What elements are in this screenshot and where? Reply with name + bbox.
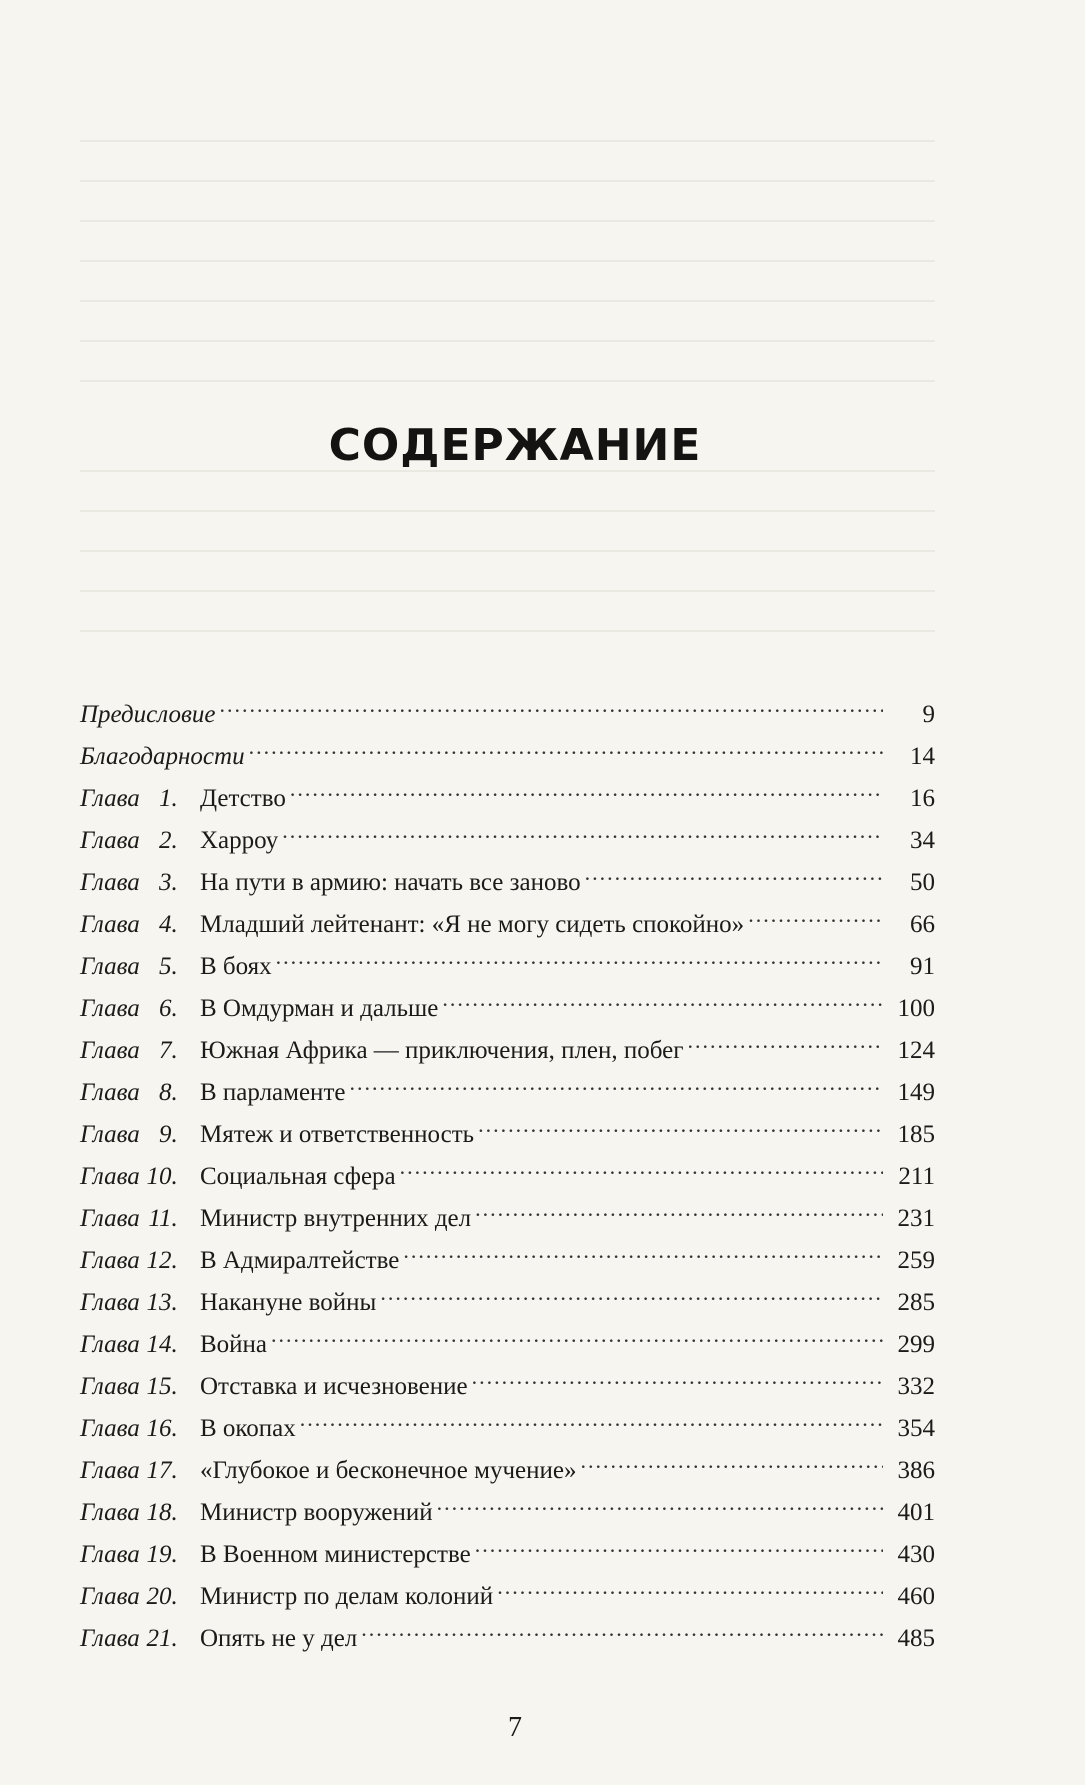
dot-leader	[400, 1142, 883, 1184]
chapter-prefix	[80, 1198, 200, 1240]
dot-leader	[748, 890, 883, 932]
dot-leader	[403, 1226, 883, 1268]
chapter-number: 8.	[159, 1079, 178, 1106]
chapter-prefix	[80, 778, 200, 820]
dot-leader	[442, 974, 883, 1016]
chapter-word: Глава	[80, 1541, 140, 1568]
dot-leader	[219, 680, 883, 722]
entry-title: Накануне войны	[200, 1289, 377, 1316]
chapter-number: 12.	[146, 1247, 178, 1274]
chapter-prefix	[80, 1072, 200, 1114]
chapter-number: 13.	[146, 1289, 178, 1316]
chapter-number: 3.	[159, 869, 178, 896]
chapter-word: Глава	[80, 1079, 140, 1106]
chapter-number: 21.	[146, 1625, 178, 1652]
entry-title: В боях	[200, 953, 272, 980]
dot-leader	[585, 848, 883, 890]
chapter-prefix	[80, 1240, 200, 1282]
entry-page-number: 386	[897, 1457, 935, 1484]
dot-leader	[290, 764, 883, 806]
entry-page-number: 401	[897, 1499, 935, 1526]
entry-page-number: 16	[910, 785, 935, 812]
entry-page-number: 14	[910, 743, 935, 770]
entry-title: В Военном министерстве	[200, 1541, 471, 1568]
chapter-prefix	[80, 1030, 200, 1072]
entry-page-number: 460	[897, 1583, 935, 1610]
dot-leader	[688, 1016, 883, 1058]
chapter-prefix	[80, 904, 200, 946]
entry-title: В Омдурман и дальше	[200, 995, 439, 1022]
entry-page-number: 149	[897, 1079, 935, 1106]
chapter-word: Глава	[80, 1499, 140, 1526]
chapter-number: 15.	[146, 1373, 178, 1400]
chapter-prefix	[80, 1366, 200, 1408]
chapter-prefix	[80, 1282, 200, 1324]
chapter-word: Глава	[80, 869, 140, 896]
chapter-word: Глава	[80, 911, 140, 938]
entry-title: Социальная сфера	[200, 1163, 396, 1190]
chapter-number: 14.	[146, 1331, 178, 1358]
chapter-number: 11.	[148, 1205, 178, 1232]
chapter-word: Глава	[80, 827, 140, 854]
chapter-number: 6.	[159, 995, 178, 1022]
chapter-prefix	[80, 1534, 200, 1576]
entry-page-number: 430	[897, 1541, 935, 1568]
entry-title: Опять не у дел	[200, 1625, 358, 1652]
entry-page-number: 91	[910, 953, 935, 980]
dot-leader	[300, 1394, 883, 1436]
front-matter-entry	[80, 680, 935, 728]
entry-page-number: 485	[897, 1625, 935, 1652]
chapter-number: 9.	[159, 1121, 178, 1148]
entry-title: Мятеж и ответственность	[200, 1121, 475, 1148]
chapter-prefix	[80, 1156, 200, 1198]
dot-leader	[478, 1100, 883, 1142]
chapter-prefix	[80, 1576, 200, 1618]
entry-title: «Глубокое и бесконечное мучение»	[200, 1457, 577, 1484]
entry-page-number: 299	[897, 1331, 935, 1358]
chapter-word: Глава	[80, 1331, 140, 1358]
dot-leader	[249, 722, 883, 764]
table-of-contents	[80, 680, 935, 1652]
entry-title: Война	[200, 1331, 268, 1358]
chapter-word: Глава	[80, 1625, 140, 1652]
chapter-number: 4.	[159, 911, 178, 938]
entry-page-number: 34	[910, 827, 935, 854]
entry-title: Министр по делам колоний	[200, 1583, 494, 1610]
chapter-word: Глава	[80, 995, 140, 1022]
dot-leader	[475, 1520, 883, 1562]
chapter-number: 16.	[146, 1415, 178, 1442]
chapter-word: Глава	[80, 1121, 140, 1148]
chapter-word: Глава	[80, 1205, 140, 1232]
dot-leader	[580, 1436, 883, 1478]
chapter-prefix	[80, 1408, 200, 1450]
chapter-prefix	[80, 1114, 200, 1156]
chapter-number: 20.	[146, 1583, 178, 1610]
entry-title: Детство	[200, 785, 286, 812]
entry-title: Младший лейтенант: «Я не могу сидеть спокойно»	[200, 911, 745, 938]
dot-leader	[349, 1058, 883, 1100]
entry-page-number: 211	[898, 1163, 935, 1190]
chapter-number: 1.	[159, 785, 178, 812]
entry-page-number: 66	[910, 911, 935, 938]
entry-title: На пути в армию: начать все заново	[200, 869, 581, 896]
chapter-number: 2.	[159, 827, 178, 854]
dot-leader	[472, 1352, 883, 1394]
chapter-word: Глава	[80, 1289, 140, 1316]
entry-title: Харроу	[200, 827, 279, 854]
entry-page-number: 231	[897, 1205, 935, 1232]
chapter-word: Глава	[80, 1583, 140, 1610]
dot-leader	[282, 806, 883, 848]
chapter-word: Глава	[80, 1415, 140, 1442]
entry-title: Министр вооружений	[200, 1499, 433, 1526]
chapter-word: Глава	[80, 1457, 140, 1484]
dot-leader	[380, 1268, 883, 1310]
entry-page-number: 259	[897, 1247, 935, 1274]
chapter-prefix	[80, 988, 200, 1030]
chapter-number: 17.	[146, 1457, 178, 1484]
chapter-prefix	[80, 820, 200, 862]
dot-leader	[475, 1184, 883, 1226]
chapter-word: Глава	[80, 1037, 140, 1064]
dot-leader	[437, 1478, 883, 1520]
chapter-prefix	[80, 946, 200, 988]
chapter-number: 10.	[146, 1163, 178, 1190]
entry-page-number: 185	[897, 1121, 935, 1148]
entry-title: Отставка и исчезновение	[200, 1373, 468, 1400]
entry-page-number: 50	[910, 869, 935, 896]
chapter-prefix	[80, 1450, 200, 1492]
dot-leader	[271, 1310, 883, 1352]
dot-leader	[497, 1562, 883, 1604]
entry-title: Предисловие	[80, 701, 216, 728]
entry-title: В окопах	[200, 1415, 296, 1442]
entry-page-number: 332	[897, 1373, 935, 1400]
chapter-number: 19.	[146, 1541, 178, 1568]
chapter-word: Глава	[80, 1247, 140, 1274]
chapter-word: Глава	[80, 1373, 140, 1400]
chapter-prefix	[80, 862, 200, 904]
chapter-word: Глава	[80, 785, 140, 812]
entry-title: Южная Африка — приключения, плен, побег	[200, 1037, 684, 1064]
chapter-number: 18.	[146, 1499, 178, 1526]
dot-leader	[361, 1604, 883, 1646]
chapter-word: Глава	[80, 953, 140, 980]
chapter-number: 5.	[159, 953, 178, 980]
chapter-word: Глава	[80, 1163, 140, 1190]
chapter-number: 7.	[159, 1037, 178, 1064]
page-title: СОДЕРЖАНИЕ	[328, 420, 702, 471]
entry-page-number: 9	[922, 701, 935, 728]
entry-title: Благодарности	[80, 743, 245, 770]
chapter-prefix	[80, 1618, 200, 1660]
entry-page-number: 100	[897, 995, 935, 1022]
entry-title: В парламенте	[200, 1079, 346, 1106]
entry-page-number: 124	[897, 1037, 935, 1064]
dot-leader	[276, 932, 883, 974]
chapter-prefix	[80, 1324, 200, 1366]
entry-title: Министр внутренних дел	[200, 1205, 472, 1232]
entry-page-number: 285	[897, 1289, 935, 1316]
entry-title: В Адмиралтействе	[200, 1247, 400, 1274]
entry-page-number: 354	[897, 1415, 935, 1442]
page-number: 7	[508, 1712, 522, 1743]
chapter-prefix	[80, 1492, 200, 1534]
